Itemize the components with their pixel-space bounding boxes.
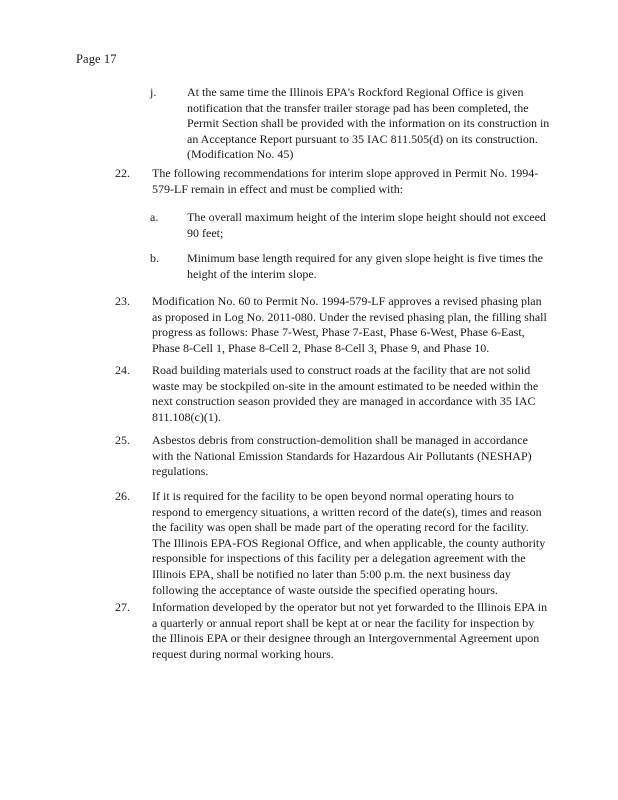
text-line: 811.108(c)(1). bbox=[152, 409, 221, 424]
text-line: (Modification No. 45) bbox=[187, 147, 294, 162]
text-line: Information developed by the operator but not yet forwarded to the Illinois EPA in bbox=[152, 600, 548, 614]
text-line: progress as follows: Phase 7-West, Phase 7-East, Phase 6-West, Phase 6-East, bbox=[152, 325, 525, 340]
item-number: b. bbox=[150, 251, 159, 265]
item-number: j. bbox=[150, 85, 157, 99]
text-line: The following recommendations for interim slope approved in Permit No. 1994- bbox=[152, 166, 539, 180]
item-number: 24. bbox=[115, 363, 130, 377]
item-text bbox=[152, 294, 547, 356]
text-line: At the same time the Illinois EPA's Rockford Regional Office is given bbox=[187, 85, 524, 99]
condition-27 bbox=[115, 600, 547, 662]
item-number: 27. bbox=[115, 600, 130, 614]
condition-24 bbox=[115, 363, 538, 425]
item-text bbox=[187, 210, 546, 241]
condition-23 bbox=[115, 294, 547, 356]
item-number: 25. bbox=[115, 433, 130, 447]
text-line: The overall maximum height of the interim slope height should not exceed bbox=[187, 210, 546, 224]
text-line: request during normal working hours. bbox=[152, 646, 334, 661]
item-number: 26. bbox=[115, 489, 130, 503]
text-line: with the National Emission Standards for Hazardous Air Pollutants (NESHAP) bbox=[152, 448, 532, 463]
text-line: Road building materials used to construct roads at the facility that are not solid bbox=[152, 363, 531, 377]
text-line: notification that the transfer trailer storage pad has been completed, the bbox=[187, 100, 529, 115]
item-number: a. bbox=[150, 210, 159, 224]
item-text bbox=[152, 363, 538, 425]
page-number: Page 17 bbox=[76, 52, 117, 66]
text-line: Phase 8-Cell 1, Phase 8-Cell 2, Phase 8-Cell 3, Phase 9, and Phase 10. bbox=[152, 340, 490, 355]
text-line: regulations. bbox=[152, 464, 209, 479]
text-line: respond to emergency situations, a written record of the date(s), times and reason bbox=[152, 504, 542, 519]
text-line: Permit Section shall be provided with the information on its construction in bbox=[187, 116, 550, 131]
text-line: The Illinois EPA-FOS Regional Office, and when applicable, the county authority bbox=[152, 535, 546, 550]
text-line: Modification No. 60 to Permit No. 1994-579-LF approves a revised phasing plan bbox=[152, 294, 542, 308]
text-line: the facility was open shall be made part of the operating record for the facility. bbox=[152, 520, 529, 535]
condition-25 bbox=[115, 433, 532, 480]
item-text bbox=[152, 600, 547, 662]
text-line: responsible for inspections of this facility per a delegation agreement with the bbox=[152, 551, 526, 566]
text-line: 90 feet; bbox=[187, 225, 224, 240]
text-line: height of the interim slope. bbox=[187, 266, 317, 281]
text-line: a quarterly or annual report shall be kept at or near the facility for inspection by bbox=[152, 615, 535, 630]
text-line: 579-LF remain in effect and must be complied with: bbox=[152, 181, 404, 196]
item-text bbox=[152, 489, 545, 598]
text-line: Illinois EPA, shall be notified no later than 5:00 p.m. the next business day bbox=[152, 566, 511, 581]
item-number: 23. bbox=[115, 294, 130, 308]
condition-22-sub-a bbox=[150, 210, 546, 241]
text-line: the Illinois EPA or their designee through an Intergovernmental Agreement upon bbox=[152, 631, 540, 646]
text-line: Minimum base length required for any given slope height is five times the bbox=[187, 251, 543, 265]
text-line: an Acceptance Report pursuant to 35 IAC 811.505(d) on its construction. bbox=[187, 131, 538, 146]
text-line: waste may be stockpiled on-site in the amount estimated to be needed within the bbox=[152, 378, 539, 393]
condition-26 bbox=[115, 489, 545, 598]
item-text bbox=[152, 433, 532, 480]
condition-22-sub-b bbox=[150, 251, 543, 282]
text-line: next construction season provided they are managed in accordance with 35 IAC bbox=[152, 394, 536, 409]
text-line: as proposed in Log No. 2011-080. Under the revised phasing plan, the filling shall bbox=[152, 309, 547, 324]
item-number: 22. bbox=[115, 166, 130, 180]
condition-22 bbox=[115, 166, 538, 197]
item-text bbox=[152, 166, 538, 197]
item-text bbox=[187, 251, 543, 282]
item-text bbox=[187, 85, 549, 163]
text-line: Asbestos debris from construction-demolition shall be managed in accordance bbox=[152, 433, 528, 447]
text-line: following the acceptance of waste outside the specified operating hours. bbox=[152, 582, 498, 597]
condition-item-j bbox=[150, 85, 549, 163]
text-line: If it is required for the facility to be open beyond normal operating hours to bbox=[152, 489, 514, 503]
